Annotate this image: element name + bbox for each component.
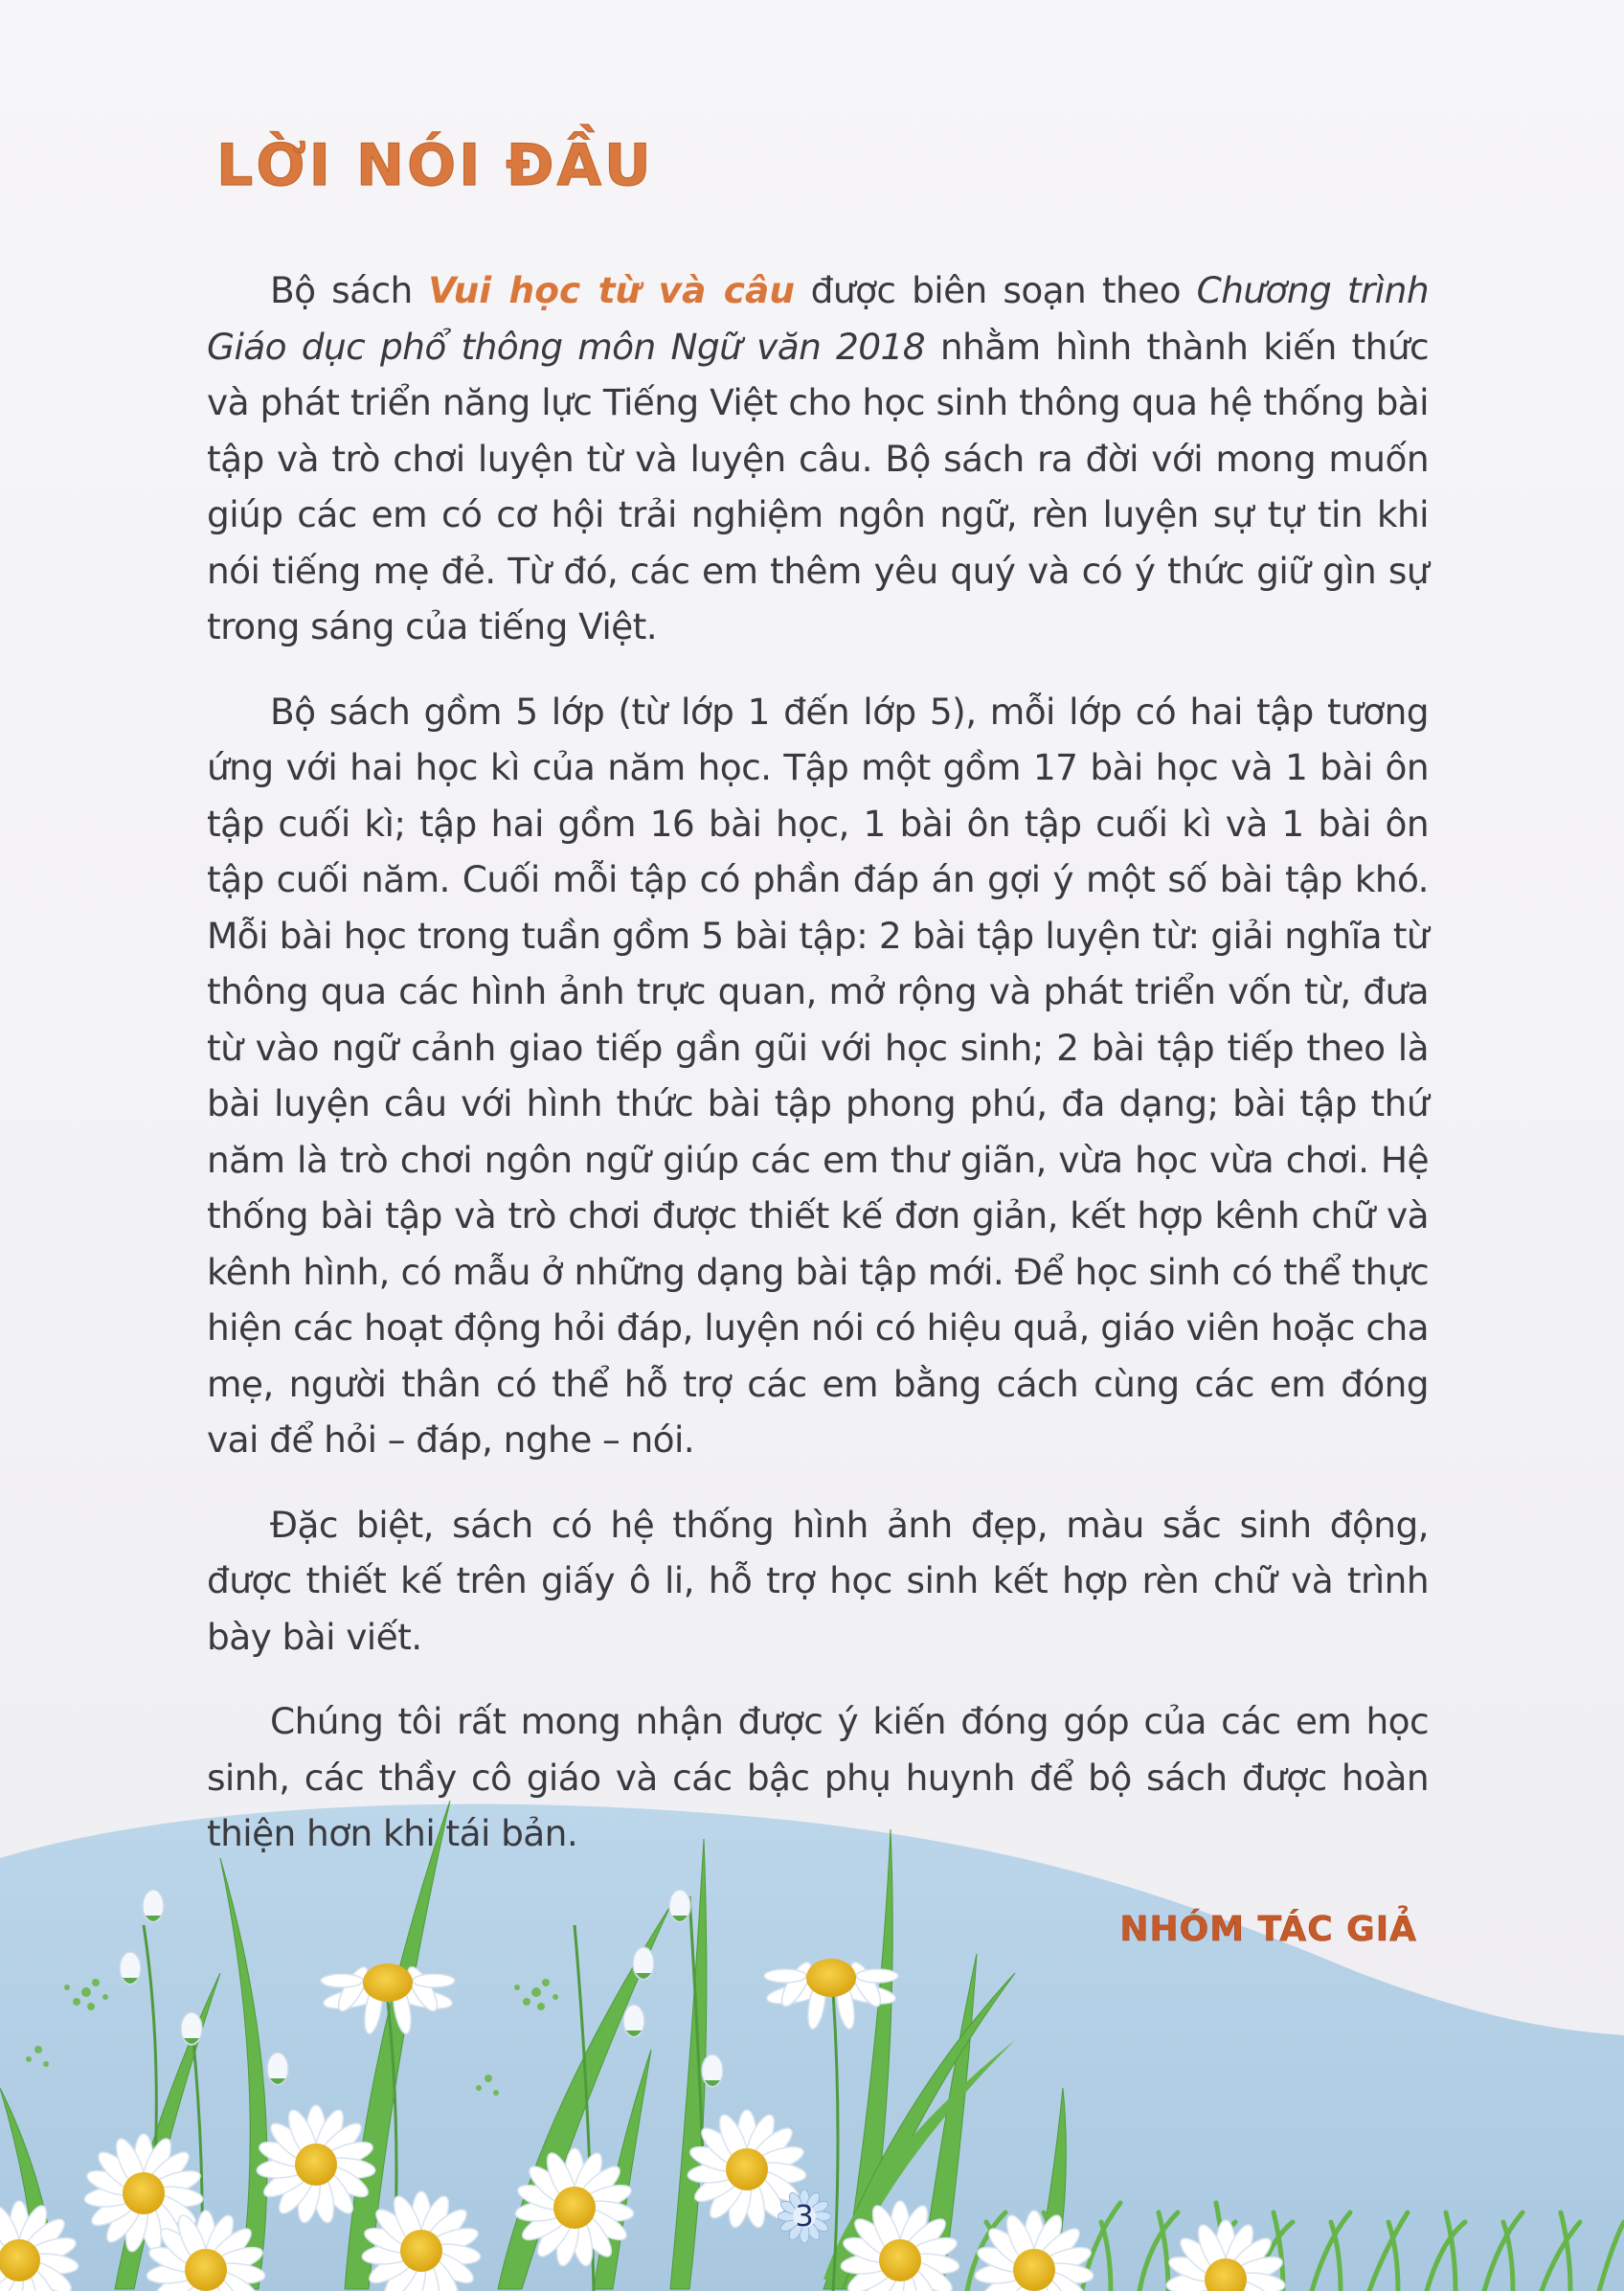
page-title: LỜI NÓI ĐẦU	[216, 132, 654, 199]
paragraph-3-text: Đặc biệt, sách có hệ thống hình ảnh đẹp, màu sắc sinh động, được thiết kế trên giấy ô li, hỗ trợ học sinh kết hợp rèn chữ và trình bày bài viết.	[207, 1503, 1429, 1658]
curriculum-name: Chương trình Giáo dục phổ thông môn Ngữ văn 2018	[207, 269, 1429, 368]
preface-body	[207, 262, 1429, 1891]
paragraph-1	[207, 262, 1429, 655]
paragraph-1-text-c: nhằm hình thành kiến thức và phát triển năng lực Tiếng Việt cho học sinh thông qua hệ thống bài tập và trò chơi luyện từ và luyện câu. Bộ sách ra đời với mong muốn giúp các em có cơ hội trải nghiệm ngôn ngữ, rèn luyện sự tự tin khi nói tiếng mẹ đẻ. Từ đó, các em thêm yêu quý và có ý thức giữ gìn sự trong sáng của tiếng Việt.	[207, 325, 1430, 647]
paragraph-4	[207, 1693, 1429, 1862]
paragraph-2	[207, 684, 1429, 1468]
author-signature: NHÓM TÁC GIẢ	[1119, 1910, 1417, 1949]
paragraph-4-text: Chúng tôi rất mong nhận được ý kiến đóng góp của các em học sinh, các thầy cô giáo và các bậc phụ huynh để bộ sách được hoàn thiện hơn khi tái bản.	[207, 1700, 1429, 1854]
book-series-title: Vui học từ và câu	[428, 269, 796, 311]
paragraph-2-text: Bộ sách gồm 5 lớp (từ lớp 1 đến lớp 5), mỗi lớp có hai tập tương ứng với hai học kì của năm học. Tập một gồm 17 bài học và 1 bài ôn tập cuối kì; tập hai gồm 16 bài học, 1 bài ôn tập cuối kì và 1 bài ôn tập cuối năm. Cuối mỗi tập có phần đáp án gợi ý một số bài tập khó. Mỗi bài học trong tuần gồm 5 bài tập: 2 bài tập luyện từ: giải nghĩa từ thông qua các hình ảnh trực quan, mở rộng và phát triển vốn từ, đưa từ vào ngữ cảnh giao tiếp gần gũi với học sinh; 2 bài tập tiếp theo là bài luyện câu với hình thức bài tập phong phú, đa dạng; bài tập thứ năm là trò chơi ngôn ngữ giúp các em thư giãn, vừa học vừa chơi. Hệ thống bài tập và trò chơi được thiết kế đơn giản, kết hợp kênh chữ và kênh hình, có mẫu ở những dạng bài tập mới. Để học sinh có thể thực hiện các hoạt động hỏi đáp, luyện nói có hiệu quả, giáo viên hoặc cha mẹ, người thân có thể hỗ trợ các em bằng cách cùng các em đóng vai để hỏi – đáp, nghe – nói.	[207, 690, 1429, 1461]
paragraph-1-text-b: được biên soạn theo	[795, 269, 1197, 311]
page-number	[778, 2189, 831, 2243]
paragraph-1-text-a: Bộ sách	[270, 269, 429, 311]
page-number-label: 3	[795, 2199, 814, 2234]
paragraph-3	[207, 1497, 1429, 1666]
